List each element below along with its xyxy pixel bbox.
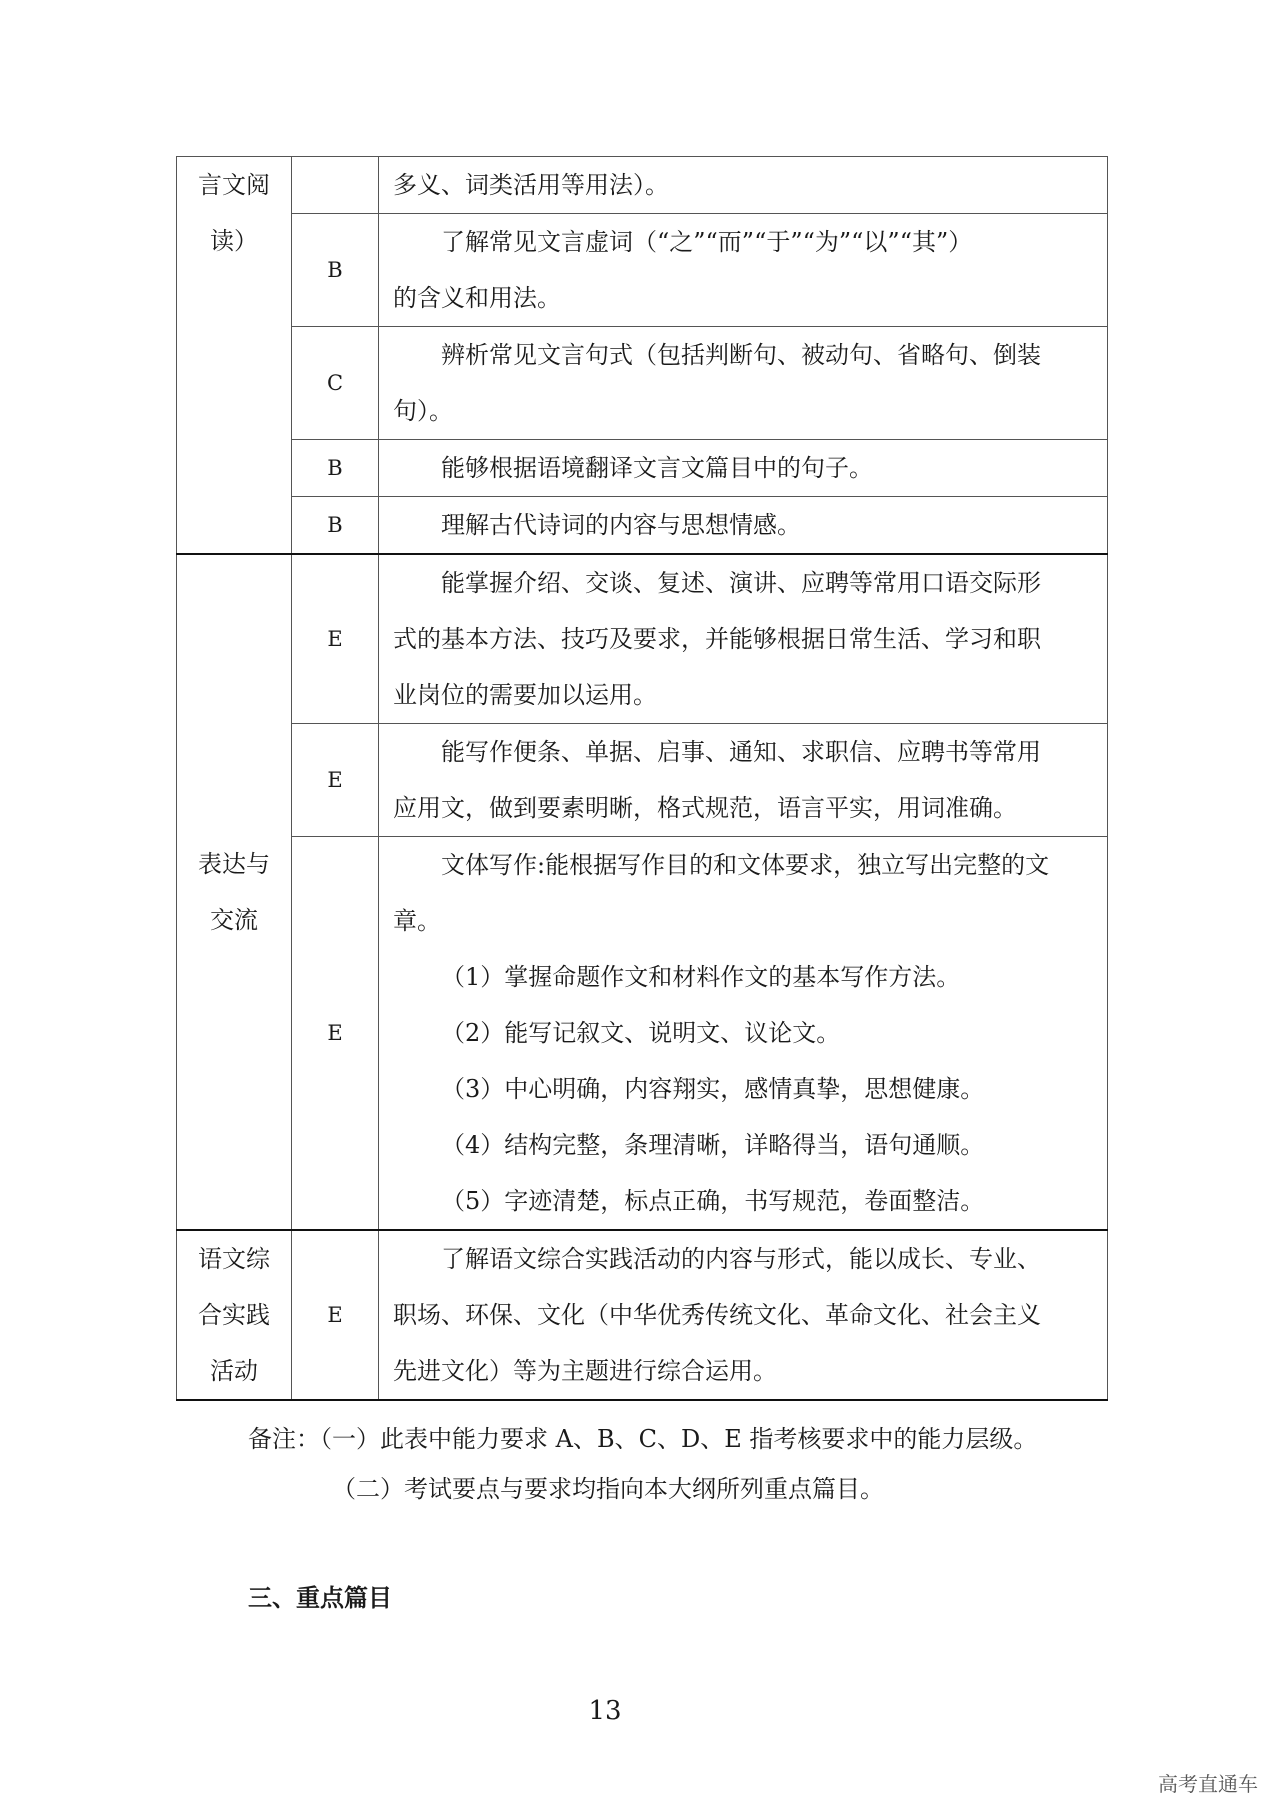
- requirement-item: （4）结构完整，条理清晰，详略得当，语句通顺。: [441, 1131, 985, 1159]
- requirement-line: 辨析常见文言句式（包括判断句、被动句、省略句、倒装: [441, 341, 1041, 369]
- category-line: 交流: [210, 906, 258, 934]
- requirement-line: 章。: [393, 907, 441, 935]
- requirement-text: [393, 327, 1093, 439]
- requirement-line: 能掌握介绍、交谈、复述、演讲、应聘等常用口语交际形: [441, 569, 1041, 597]
- category-line: 表达与: [198, 850, 270, 878]
- level-cell: B: [292, 440, 379, 497]
- section-heading: 三、重点篇目: [248, 1583, 392, 1612]
- requirement-cell: [379, 497, 1108, 555]
- requirement-line: 理解古代诗词的内容与思想情感。: [441, 511, 801, 539]
- requirement-line: 先进文化）等为主题进行综合运用。: [393, 1357, 777, 1385]
- requirement-line: 能够根据语境翻译文言文篇目中的句子。: [441, 454, 873, 482]
- requirement-text: [393, 1231, 1093, 1399]
- note-1: 备注：（一）此表中能力要求 A、B、C、D、E 指考核要求中的能力层级。: [248, 1425, 1038, 1453]
- requirement-text: [393, 440, 1093, 496]
- category-cell: [177, 1230, 292, 1400]
- level-cell: E: [292, 724, 379, 837]
- requirement-text: [393, 497, 1093, 553]
- requirement-cell: [379, 837, 1108, 1231]
- requirement-text: [393, 157, 1093, 213]
- table-row: [177, 837, 1108, 1231]
- requirement-line: 能写作便条、单据、启事、通知、求职信、应聘书等常用: [441, 738, 1041, 766]
- requirement-cell: [379, 327, 1108, 440]
- requirement-line: 多义、词类活用等用法）。: [393, 171, 669, 199]
- level-cell: [292, 157, 379, 214]
- requirement-cell: [379, 214, 1108, 327]
- note-2: （二）考试要点与要求均指向本大纲所列重点篇目。: [332, 1475, 884, 1503]
- requirement-line: 应用文，做到要素明晰，格式规范，语言平实，用词准确。: [393, 794, 1017, 822]
- table-row: [177, 214, 1108, 327]
- requirement-line: 了解常见文言虚词（“之”“而”“于”“为”“以”“其”）: [441, 228, 973, 256]
- category-cell: [177, 554, 292, 1230]
- requirement-cell: [379, 554, 1108, 724]
- level-cell: C: [292, 327, 379, 440]
- requirement-line: 文体写作:能根据写作目的和文体要求，独立写出完整的文: [441, 851, 1050, 879]
- watermark-text: 高考直通车: [1158, 1772, 1258, 1796]
- requirement-item: （5）字迹清楚，标点正确，书写规范，卷面整洁。: [441, 1187, 985, 1215]
- category-line: 活动: [210, 1357, 258, 1385]
- requirement-cell: [379, 724, 1108, 837]
- requirement-cell: [379, 157, 1108, 214]
- category-cell: [177, 157, 292, 555]
- category-line: 合实践: [198, 1301, 270, 1329]
- requirement-text: [393, 837, 1093, 949]
- table-row: [177, 554, 1108, 724]
- requirement-item: （2）能写记叙文、说明文、议论文。: [441, 1019, 841, 1047]
- requirement-text: [393, 724, 1093, 836]
- table-row: [177, 157, 1108, 214]
- requirement-text: [393, 555, 1093, 723]
- table-row: [177, 1230, 1108, 1400]
- table-row: [177, 327, 1108, 440]
- requirement-cell: [379, 440, 1108, 497]
- page-number: 13: [588, 1696, 622, 1726]
- requirement-item: （1）掌握命题作文和材料作文的基本写作方法。: [441, 963, 961, 991]
- requirement-cell: [379, 1230, 1108, 1400]
- requirement-line: 了解语文综合实践活动的内容与形式，能以成长、专业、: [441, 1245, 1041, 1273]
- requirement-text: [393, 214, 1093, 326]
- requirement-line: 职场、环保、文化（中华优秀传统文化、革命文化、社会主义: [393, 1301, 1041, 1329]
- category-line: 言文阅: [198, 171, 270, 199]
- level-cell: B: [292, 214, 379, 327]
- level-cell: E: [292, 837, 379, 1231]
- category-line: 读）: [210, 227, 258, 255]
- requirements-table: [176, 156, 1108, 1401]
- level-cell: E: [292, 554, 379, 724]
- requirement-line: 的含义和用法。: [393, 284, 561, 312]
- requirement-line: 业岗位的需要加以运用。: [393, 681, 657, 709]
- category-line: 语文综: [198, 1245, 270, 1273]
- table-row: [177, 440, 1108, 497]
- level-cell: B: [292, 497, 379, 555]
- requirement-item: （3）中心明确，内容翔实，感情真挚，思想健康。: [441, 1075, 985, 1103]
- requirement-line: 句）。: [393, 397, 453, 425]
- level-cell: E: [292, 1230, 379, 1400]
- table-row: [177, 724, 1108, 837]
- requirement-line: 式的基本方法、技巧及要求，并能够根据日常生活、学习和职: [393, 625, 1041, 653]
- table-row: [177, 497, 1108, 555]
